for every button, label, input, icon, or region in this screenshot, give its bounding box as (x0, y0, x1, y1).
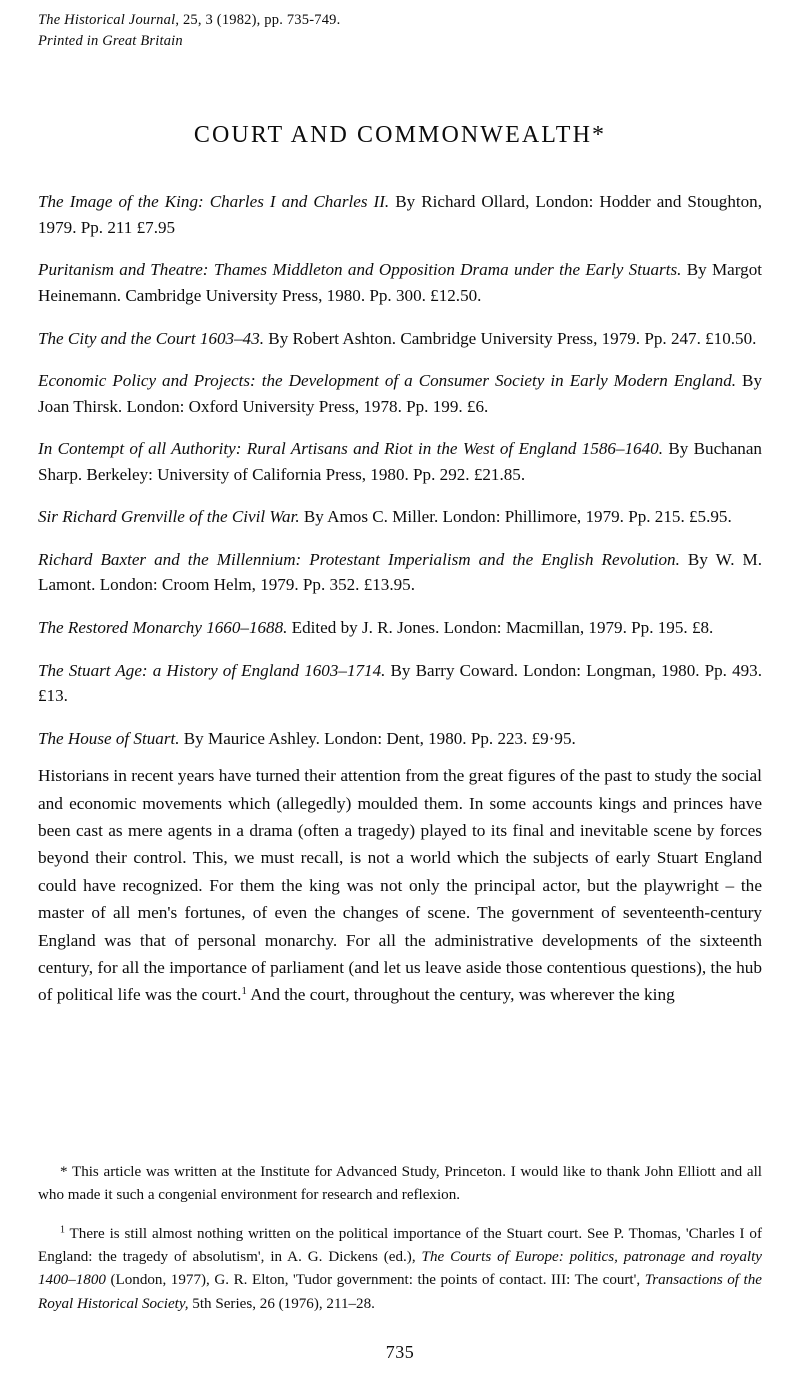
book-entry (38, 547, 762, 598)
book-title: Richard Baxter and the Millennium: Protestant Imperialism and the English Revolution. (38, 549, 680, 569)
book-imprint: By Richard Ollard, London: Hodder and Stoughton, 1979. Pp. 211 £7.95 (38, 192, 762, 237)
book-imprint: By Amos C. Miller. London: Phillimore, 1979. Pp. 215. £5.95. (299, 507, 732, 527)
footnotes-section (38, 1146, 762, 1331)
footnote-1-cited-title-2: Transactions of the Royal Historical Society, (38, 1272, 762, 1312)
book-imprint: By Robert Ashton. Cambridge University Press, 1979. Pp. 247. £10.50. (264, 328, 757, 348)
body-paragraph (38, 762, 762, 1009)
book-entry (38, 326, 762, 352)
book-entry (38, 615, 762, 641)
book-imprint: Edited by J. R. Jones. London: Macmillan, 1979. Pp. 195. £8. (287, 618, 714, 638)
book-title: The City and the Court 1603–43. (38, 328, 265, 348)
footnote-asterisk (38, 1161, 762, 1208)
book-entry (38, 257, 762, 308)
book-imprint: By W. M. Lamont. London: Croom Helm, 1979. Pp. 352. £13.95. (38, 549, 762, 595)
page-content (38, 10, 762, 1026)
book-imprint: By Maurice Ashley. London: Dent, 1980. Pp. 223. £9·95. (179, 728, 576, 748)
book-title: Economic Policy and Projects: the Development of a Consumer Society in Early Modern England. (38, 371, 737, 391)
page-title: COURT AND COMMONWEALTH* (193, 122, 607, 148)
book-entry (38, 658, 762, 709)
footnote-1-segment-1: There is still almost nothing written on the political importance of the Stuart court. See P. Thomas, 'Charles I of England: the tragedy of absolutism', in A. G. Dickens (ed.), (38, 1225, 762, 1266)
footnote-asterisk-text: This article was written at the Institute for Advanced Study, Princeton. I would like to thank John Elliott and all who made it such a congenial environment for research and reflexion. (38, 1164, 762, 1204)
footnote-reference-1[interactable]: 1 (241, 985, 247, 998)
book-title: The Image of the King: Charles I and Charles II. (38, 192, 390, 212)
book-title: Puritanism and Theatre: Thames Middleton and Opposition Drama under the Early Stuarts. (38, 260, 682, 280)
footnote-1 (38, 1223, 762, 1316)
body-text-part-1: Historians in recent years have turned their attention from the great figures of the past to study the social and economic movements which (allegedly) moulded them. In some accounts kings and princes have been cast as mere agents in a drama (often a tragedy) played to its final and inevitable scene by forces beyond their control. This, we must recall, is not a world which the subjects of early Stuart England could have recognized. For them the king was not only the principal actor, but the playwright – the master of all men's fortunes, of even the changes of scene. The government of seventeenth-century England was that of personal monarchy. For all the administrative developments of the sixteenth century, for all the importance of parliament (and let us leave aside those contentious questions), the hub of political life was the court. (38, 766, 762, 1005)
book-entry (38, 436, 762, 487)
footnote-1-segment-3: 5th Series, 26 (1976), 211–28. (188, 1295, 375, 1312)
reviewed-books-list (38, 189, 762, 751)
book-title: In Contempt of all Authority: Rural Artisans and Riot in the West of England 1586–1640. (38, 439, 663, 459)
footnote-1-segment-2: (London, 1977), G. R. Elton, 'Tudor government: the points of contact. III: The court', (105, 1272, 645, 1289)
journal-issue-pages: , 25, 3 (1982), pp. 735-749. (175, 12, 341, 28)
book-imprint: By Barry Coward. London: Longman, 1980. Pp. 493. £13. (38, 660, 762, 706)
footnote-marker-1: 1 (60, 1224, 65, 1236)
journal-title: The Historical Journal (38, 12, 176, 28)
book-entry (38, 726, 762, 752)
book-entry (38, 368, 762, 419)
book-imprint: By Buchanan Sharp. Berkeley: University of California Press, 1980. Pp. 292. £21.85. (38, 439, 762, 484)
book-title: The Stuart Age: a History of England 1603–1714. (38, 660, 386, 680)
running-head-line-2: Printed in Great Britain (38, 33, 183, 49)
book-title: The Restored Monarchy 1660–1688. (38, 618, 288, 638)
book-imprint: By Margot Heinemann. Cambridge University Press, 1980. Pp. 300. £12.50. (38, 260, 762, 305)
footnote-1-cited-title-1: The Courts of Europe: politics, patronage and royalty 1400–1800 (38, 1249, 762, 1289)
book-imprint: By Joan Thirsk. London: Oxford University Press, 1978. Pp. 199. £6. (38, 371, 762, 416)
book-entry (38, 189, 762, 240)
book-title: Sir Richard Grenville of the Civil War. (38, 507, 300, 527)
footnote-marker-asterisk: * (60, 1164, 68, 1181)
page-number: 735 (385, 1342, 415, 1362)
running-head (38, 10, 762, 52)
body-text-part-2: And the court, throughout the century, was wherever the king (246, 985, 675, 1005)
running-head-line-1 (38, 10, 762, 31)
book-title: The House of Stuart. (38, 728, 180, 748)
book-entry (38, 504, 762, 530)
